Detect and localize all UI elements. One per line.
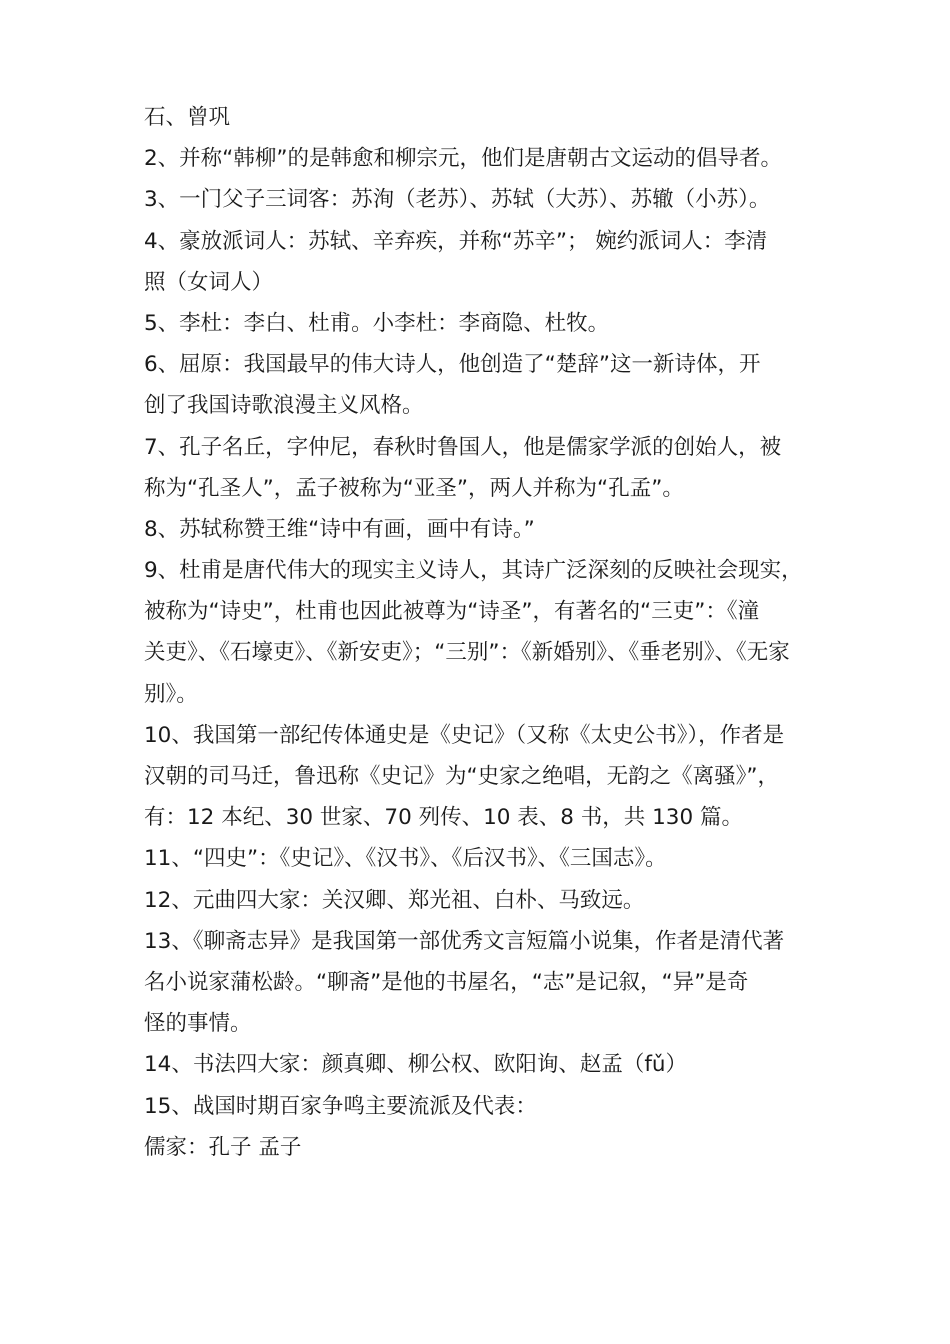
text-line: 关吏》、《石壕吏》、《新安吏》；“三别”：《新婚别》、《垂老别》、《无家 xyxy=(144,640,790,666)
text-line: 创了我国诗歌浪漫主义风格。 xyxy=(144,393,424,419)
text-line: 儒家：孔子 孟子 xyxy=(144,1134,302,1160)
text-line: 6、屈原：我国最早的伟大诗人，他创造了“楚辞”这一新诗体，开 xyxy=(144,352,761,378)
text-line: 称为“孔圣人”，孟子被称为“亚圣”，两人并称为“孔孟”。 xyxy=(144,475,684,501)
text-line: 照（女词人） xyxy=(144,269,274,295)
text-line: 15、战国时期百家争鸣主要流派及代表： xyxy=(144,1093,537,1119)
text-line: 怪的事情。 xyxy=(144,1011,252,1037)
text-line: 名小说家蒲松龄。“聊斋”是他的书屋名，“志”是记叙，“异”是奇 xyxy=(144,969,749,995)
text-line: 有：12 本纪、30 世家、70 列传、10 表、8 书，共 130 篇。 xyxy=(144,805,743,831)
text-line: 14、书法四大家：颜真卿、柳公权、欧阳询、赵孟（fǔ） xyxy=(144,1052,688,1078)
text-line: 4、豪放派词人：苏轼、辛弃疾，并称“苏辛”； 婉约派词人：李清 xyxy=(144,228,768,254)
text-line: 石、曾巩 xyxy=(144,105,231,130)
text-line: 5、李杜：李白、杜甫。小李杜：李商隐、杜牧。 xyxy=(144,310,610,336)
text-line: 9、杜甫是唐代伟大的现实主义诗人，其诗广泛深刻的反映社会现实， xyxy=(144,558,803,584)
text-line: 被称为“诗史”，杜甫也因此被尊为“诗圣”，有著名的“三吏”：《潼 xyxy=(144,599,760,625)
text-line: 11、“四史”：《史记》、《汉书》、《后汉书》、《三国志》。 xyxy=(144,846,667,872)
text-line: 7、孔子名丘，字仲尼，春秋时鲁国人，他是儒家学派的创始人，被 xyxy=(144,434,782,460)
text-line: 汉朝的司马迁，鲁迅称《史记》为“史家之绝唱，无韵之《离骚》”， xyxy=(144,764,780,789)
text-line: 3、一门父子三词客：苏洵（老苏）、苏轼（大苏）、苏辙（小苏）。 xyxy=(144,187,771,213)
text-line: 13、《聊斋志异》是我国第一部优秀文言短篇小说集，作者是清代著 xyxy=(144,928,785,954)
text-line: 别》。 xyxy=(144,681,198,707)
text-line: 10、我国第一部纪传体通史是《史记》（又称《太史公书》），作者是 xyxy=(144,722,785,748)
text-line: 2、并称“韩柳”的是韩愈和柳宗元，他们是唐朝古文运动的倡导者。 xyxy=(144,146,782,172)
document-body xyxy=(144,97,816,1168)
text-line: 12、元曲四大家：关汉卿、郑光祖、白朴、马致远。 xyxy=(144,887,645,913)
text-line: 8、苏轼称赞王维“诗中有画，画中有诗。” xyxy=(144,516,535,542)
